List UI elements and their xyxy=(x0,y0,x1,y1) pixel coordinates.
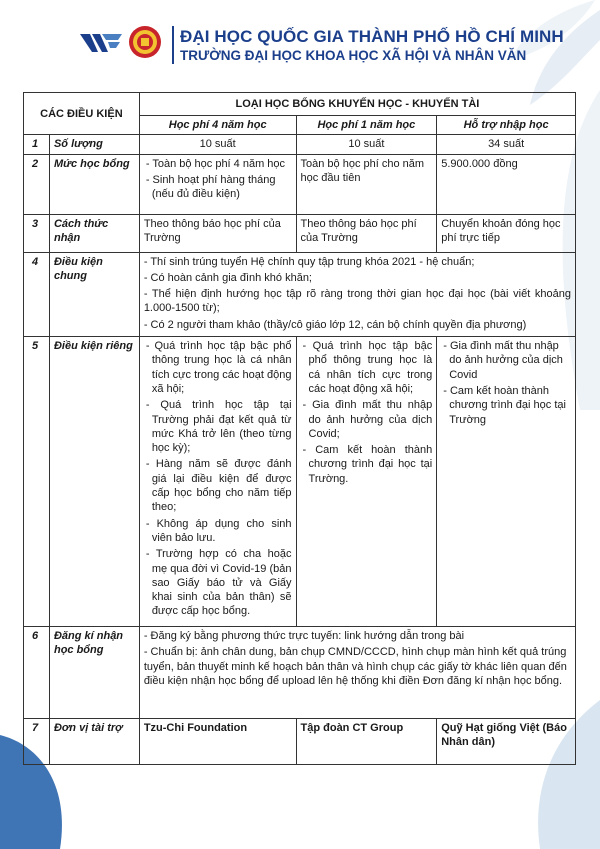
list-item: - Gia đình mất thu nhập do ảnh hưởng của dịch Covid xyxy=(443,340,563,381)
list-item: - Toàn bộ học phí 4 năm học xyxy=(145,157,286,170)
cell-value xyxy=(139,154,296,214)
list-item: - Quá trình học tập tại Trường phải đạt kết quả từ mức Khá trở lên (theo từng học kỳ); xyxy=(145,399,292,455)
cell-value xyxy=(437,337,576,627)
list-item: - Hàng năm sẽ được đánh giá lại điều kiện để được cấp học bổng cho năm tiếp theo; xyxy=(145,458,292,514)
vnu-hcm-logo-icon xyxy=(80,32,122,54)
row-number: 4 xyxy=(24,252,50,336)
conditions-header: CÁC ĐIỀU KIỆN xyxy=(24,93,140,135)
sponsor-name: Quỹ Hạt giống Việt (Báo Nhân dân) xyxy=(437,719,576,765)
cell-value xyxy=(139,252,575,336)
row-label: Cách thức nhận xyxy=(49,214,139,252)
table-row xyxy=(24,252,576,336)
column-header: Hỗ trợ nhập học xyxy=(437,116,576,135)
table-row xyxy=(24,214,576,252)
cell-value: Toàn bộ học phí cho năm học đầu tiên xyxy=(296,154,437,214)
ussh-seal-icon xyxy=(128,25,162,59)
cell-value: 10 suất xyxy=(139,135,296,154)
row-label: Đăng kí nhận học bổng xyxy=(49,627,139,719)
list-item: - Sinh hoạt phí hàng tháng (nếu đủ điều kiện) xyxy=(145,173,276,201)
list-item: - Chuẩn bị: ảnh chân dung, bản chụp CMND/CCCD, hình chụp màn hình kết quả trúng tuyển, bản thuyết minh kế hoạch bản thân và hình chụp các giấy tờ khác liên quan đến điều kiện nhận học bổng để upload lên hệ thống khi điền Đơn đăng kí nhận học bổng. xyxy=(143,646,567,687)
table-row xyxy=(24,154,576,214)
row-label: Điều kiện chung xyxy=(49,252,139,336)
list-item: - Không áp dụng cho sinh viên bảo lưu. xyxy=(145,517,292,544)
scholarship-type-header: LOẠI HỌC BỔNG KHUYẾN HỌC - KHUYẾN TÀI xyxy=(139,93,575,116)
document-header xyxy=(0,0,600,80)
list-item: - Quá trình học tập bậc phổ thông trung học là cá nhân tích cực trong các hoạt động xã hội; xyxy=(145,340,292,395)
sponsor-name: Tzu-Chi Foundation xyxy=(139,719,296,765)
row-label: Điều kiện riêng xyxy=(49,337,139,627)
table-row xyxy=(24,627,576,719)
column-header: Học phí 4 năm học xyxy=(139,116,296,135)
cell-value: Theo thông báo học phí của Trường xyxy=(296,214,437,252)
table-row xyxy=(24,719,576,765)
university-name: ĐẠI HỌC QUỐC GIA THÀNH PHỐ HỒ CHÍ MINH xyxy=(180,27,564,46)
row-number: 5 xyxy=(24,337,50,627)
list-item: - Thể hiện định hướng học tập rõ ràng trong thời gian học đại học (bài viết khoảng 1.000-1500 từ); xyxy=(143,288,571,315)
row-number: 3 xyxy=(24,214,50,252)
cell-value: 34 suất xyxy=(437,135,576,154)
list-item: - Cam kết hoàn thành chương trình đại học tại Trường xyxy=(443,384,566,426)
list-item: - Quá trình học tập bậc phổ thông trung học là cá nhân tích cực trong các hoạt động xã hội; xyxy=(302,340,433,395)
cell-value: 5.900.000 đồng xyxy=(437,154,576,214)
row-number: 7 xyxy=(24,719,50,765)
row-number: 2 xyxy=(24,154,50,214)
list-item: - Cam kết hoàn thành chương trình đại học tại Trường. xyxy=(302,444,433,485)
cell-value: Chuyển khoản đóng học phí trực tiếp xyxy=(437,214,576,252)
table-row xyxy=(24,135,576,154)
scholarship-table xyxy=(23,92,576,765)
row-label: Đơn vị tài trợ xyxy=(49,719,139,765)
row-number: 1 xyxy=(24,135,50,154)
cell-value xyxy=(139,627,575,719)
list-item: - Có 2 người tham khảo (thầy/cô giáo lớp 12, cán bộ chính quyền địa phương) xyxy=(143,318,527,331)
cell-value xyxy=(139,337,296,627)
list-item: - Trường hợp có cha hoặc mẹ qua đời vì Covid-19 (bản sao Giấy báo tử và Giấy khai sinh của bản thân) sẽ được cấp học bổng. xyxy=(145,548,292,618)
column-header: Học phí 1 năm học xyxy=(296,116,437,135)
school-name: TRƯỜNG ĐẠI HỌC KHOA HỌC XÃ HỘI VÀ NHÂN VĂN xyxy=(180,48,527,63)
table-header-row xyxy=(24,93,576,116)
row-number: 6 xyxy=(24,627,50,719)
row-label: Mức học bổng xyxy=(49,154,139,214)
sponsor-name: Tập đoàn CT Group xyxy=(296,719,437,765)
cell-value: Theo thông báo học phí của Trường xyxy=(139,214,296,252)
list-item: - Đăng ký bằng phương thức trực tuyến: link hướng dẫn trong bài xyxy=(143,630,465,643)
header-divider xyxy=(172,26,174,64)
table-row xyxy=(24,337,576,627)
list-item: - Gia đình mất thu nhập do ảnh hưởng của dịch Covid; xyxy=(302,399,433,440)
cell-value: 10 suất xyxy=(296,135,437,154)
list-item: - Thí sinh trúng tuyển Hệ chính quy tập trung khóa 2021 - hệ chuẩn; xyxy=(143,255,475,268)
cell-value xyxy=(296,337,437,627)
list-item: - Có hoàn cảnh gia đình khó khăn; xyxy=(143,271,312,284)
row-label: Số lượng xyxy=(49,135,139,154)
